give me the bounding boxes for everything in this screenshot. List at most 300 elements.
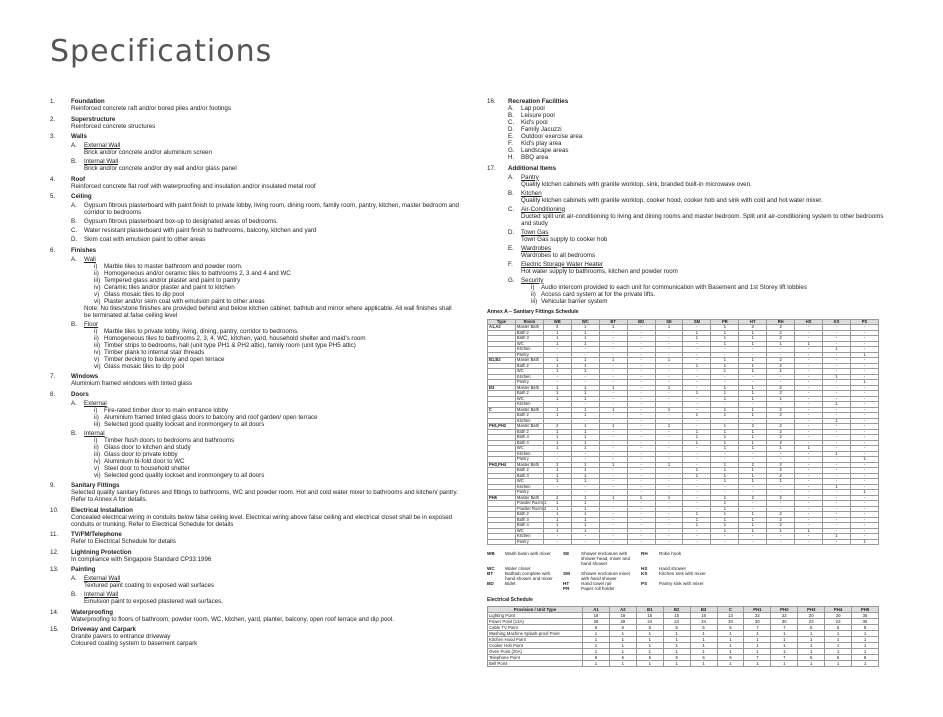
table-cell: 22 bbox=[771, 613, 798, 619]
table-cell: - bbox=[599, 457, 627, 463]
item-letter: B. bbox=[508, 112, 514, 119]
table-cell: 1 bbox=[711, 341, 739, 347]
table-cell bbox=[488, 539, 516, 545]
table-cell: 1 bbox=[711, 336, 739, 342]
table-cell: 1 bbox=[599, 385, 627, 391]
table-cell: 1 bbox=[744, 631, 771, 637]
table-cell: 1 bbox=[663, 631, 690, 637]
table-cell: - bbox=[627, 418, 655, 424]
table-cell: - bbox=[823, 506, 851, 512]
table-cell: - bbox=[543, 352, 571, 358]
table-cell: 2 bbox=[543, 495, 571, 501]
legend-desc: Hand towel rail bbox=[581, 581, 612, 586]
item-text: Kid's pool bbox=[521, 119, 548, 126]
column-header: PH2 bbox=[771, 607, 798, 613]
table-cell: - bbox=[795, 424, 823, 430]
table-cell: 24 bbox=[663, 619, 690, 625]
left-column bbox=[50, 98, 460, 651]
table-cell: - bbox=[599, 517, 627, 523]
spec-subsection bbox=[71, 202, 460, 216]
table-cell: - bbox=[739, 457, 767, 463]
sub-heading: Pantry bbox=[521, 173, 539, 181]
table-cell: 1 bbox=[683, 336, 711, 342]
table-cell: 1 bbox=[711, 462, 739, 468]
sub-heading: External Wall bbox=[84, 575, 121, 582]
table-cell: - bbox=[711, 418, 739, 424]
table-cell: - bbox=[823, 523, 851, 529]
table-cell: - bbox=[739, 490, 767, 496]
table-cell: - bbox=[599, 380, 627, 386]
table-cell: - bbox=[823, 396, 851, 402]
annex-title: Annex A – Sanitary Fittings Schedule bbox=[487, 308, 579, 315]
table-cell: 1 bbox=[571, 429, 599, 435]
table-cell: - bbox=[543, 534, 571, 540]
table-cell: - bbox=[795, 539, 823, 545]
table-cell: - bbox=[850, 506, 878, 512]
sub-text: Water resistant plasterboard with paint finish to bathrooms, balcony, kitchen and yard bbox=[84, 227, 317, 234]
section-number: 13. bbox=[50, 566, 59, 573]
table-cell: 1 bbox=[571, 330, 599, 336]
electrical-title: Electrical Schedule bbox=[487, 597, 533, 603]
table-cell: - bbox=[711, 347, 739, 353]
table-cell: - bbox=[599, 429, 627, 435]
table-cell: 1 bbox=[663, 661, 690, 667]
table-cell: 1 bbox=[683, 363, 711, 369]
table-cell: - bbox=[655, 396, 683, 402]
table-cell: - bbox=[850, 341, 878, 347]
table-cell: - bbox=[850, 484, 878, 490]
table-cell: 1 bbox=[717, 649, 744, 655]
table-cell: - bbox=[627, 435, 655, 441]
table-cell: - bbox=[823, 369, 851, 375]
item-numeral: v) bbox=[94, 464, 100, 472]
spec-list-item bbox=[84, 421, 460, 428]
page-title: Specifications bbox=[50, 34, 273, 69]
table-cell: - bbox=[655, 501, 683, 507]
table-cell: 2 bbox=[767, 495, 795, 501]
table-cell: 1 bbox=[717, 661, 744, 667]
table-cell: - bbox=[711, 380, 739, 386]
section-number: 5. bbox=[50, 193, 56, 200]
table-cell: 1 bbox=[825, 643, 852, 649]
table-cell: Bath 4 bbox=[515, 523, 543, 529]
spec-list-item bbox=[84, 458, 460, 465]
table-cell: 1 bbox=[543, 385, 571, 391]
table-cell: - bbox=[627, 402, 655, 408]
table-cell: - bbox=[599, 336, 627, 342]
table-cell: - bbox=[599, 369, 627, 375]
table-cell: 1 bbox=[717, 643, 744, 649]
section-number: 9. bbox=[50, 482, 56, 489]
table-cell: - bbox=[543, 451, 571, 457]
table-cell: - bbox=[711, 451, 739, 457]
table-cell: Kitchen bbox=[515, 534, 543, 540]
legend-desc: Bidet bbox=[505, 581, 516, 586]
spec-list-item bbox=[84, 328, 460, 335]
table-cell: 1 bbox=[711, 435, 739, 441]
sub-heading: Town Gas bbox=[521, 228, 549, 236]
table-cell: 1 bbox=[683, 435, 711, 441]
column-header: Provision / Unit Type bbox=[488, 607, 583, 613]
table-cell: - bbox=[571, 380, 599, 386]
sub-letter: C. bbox=[71, 227, 78, 234]
table-cell: - bbox=[795, 462, 823, 468]
sub-text: Brick and/or concrete and/or aluminium screen bbox=[84, 149, 212, 156]
sub-letter: B. bbox=[71, 591, 77, 598]
table-cell: 1 bbox=[744, 649, 771, 655]
section-text: Reinforced concrete structures bbox=[71, 122, 156, 130]
table-cell: 1 bbox=[683, 330, 711, 336]
section-heading: Electrical Installation bbox=[71, 506, 133, 514]
table-cell: PH5 bbox=[488, 495, 516, 501]
table-cell: - bbox=[627, 325, 655, 331]
table-cell: - bbox=[599, 446, 627, 452]
table-cell: 1 bbox=[739, 413, 767, 419]
column-header: Type bbox=[488, 319, 516, 325]
table-cell: 1 bbox=[852, 643, 879, 649]
table-cell: - bbox=[571, 374, 599, 380]
sub-letter: D. bbox=[71, 236, 78, 243]
item-letter: E. bbox=[508, 133, 514, 140]
table-cell: 1 bbox=[583, 661, 610, 667]
table-cell: - bbox=[599, 512, 627, 518]
table-cell: - bbox=[795, 385, 823, 391]
table-cell: - bbox=[571, 418, 599, 424]
table-cell: Kitchen bbox=[515, 451, 543, 457]
legend-code: PR bbox=[563, 586, 570, 591]
spec-list-item bbox=[84, 349, 460, 356]
column-header: SE bbox=[655, 319, 683, 325]
table-cell: - bbox=[683, 402, 711, 408]
spec-section bbox=[50, 482, 460, 503]
section-heading: Waterproofing bbox=[71, 608, 114, 616]
table-cell: 1 bbox=[798, 649, 825, 655]
table-cell: WC bbox=[515, 341, 543, 347]
table-cell: 1 bbox=[767, 446, 795, 452]
table-cell: 24 bbox=[690, 619, 717, 625]
table-cell: 5 bbox=[798, 655, 825, 661]
section-number: 11. bbox=[50, 531, 59, 538]
table-cell: - bbox=[543, 402, 571, 408]
table-cell: 5 bbox=[636, 655, 663, 661]
section-heading: Walls bbox=[71, 133, 87, 140]
sub-letter: G. bbox=[508, 276, 515, 284]
table-cell: - bbox=[543, 374, 571, 380]
table-cell: - bbox=[823, 380, 851, 386]
spec-subsection bbox=[71, 158, 460, 172]
table-cell: 1 bbox=[825, 637, 852, 643]
table-cell: - bbox=[655, 330, 683, 336]
table-cell: - bbox=[655, 402, 683, 408]
table-cell: - bbox=[543, 457, 571, 463]
item-text: Selected good quality lockset and ironmongery to all doors bbox=[104, 471, 265, 479]
legend-desc: Kitchen sink with mixer bbox=[659, 571, 706, 576]
table-cell: 1 bbox=[571, 336, 599, 342]
table-cell: - bbox=[795, 418, 823, 424]
table-cell: - bbox=[850, 363, 878, 369]
spec-list-item bbox=[521, 284, 887, 291]
table-cell: - bbox=[767, 402, 795, 408]
table-cell: Bath 2 bbox=[515, 429, 543, 435]
table-cell: - bbox=[850, 517, 878, 523]
table-cell: - bbox=[795, 391, 823, 397]
table-cell: 1 bbox=[583, 643, 610, 649]
right-column bbox=[487, 98, 887, 667]
facility-item bbox=[508, 119, 887, 126]
table-cell: - bbox=[627, 336, 655, 342]
table-cell: - bbox=[795, 490, 823, 496]
sub-text: Brick and/or concrete and/or dry wall and/or glass panel bbox=[84, 165, 237, 172]
section-heading: Superstructure bbox=[71, 115, 116, 123]
table-cell: 1 bbox=[543, 341, 571, 347]
table-cell: 1 bbox=[717, 637, 744, 643]
item-text: BBQ area bbox=[521, 154, 549, 161]
table-cell: Kitchen bbox=[515, 418, 543, 424]
table-cell: - bbox=[850, 512, 878, 518]
spec-section bbox=[50, 391, 460, 479]
sub-heading: Internal Wall bbox=[84, 591, 119, 598]
table-cell: - bbox=[571, 539, 599, 545]
table-cell: Master Bath bbox=[515, 424, 543, 430]
table-cell: 28 bbox=[583, 619, 610, 625]
item-text: Lap pool bbox=[521, 105, 545, 112]
sub-heading: Kitchen bbox=[521, 189, 542, 197]
section-number: 17. bbox=[487, 164, 496, 172]
table-cell: 2 bbox=[767, 407, 795, 413]
table-cell: - bbox=[795, 330, 823, 336]
spec-section bbox=[50, 373, 460, 387]
table-cell: - bbox=[739, 347, 767, 353]
table-cell: - bbox=[711, 374, 739, 380]
table-cell: 1 bbox=[655, 385, 683, 391]
table-cell: 1 bbox=[543, 369, 571, 375]
table-cell: 1 bbox=[571, 358, 599, 364]
legend-desc: Paper roll holder bbox=[581, 586, 615, 591]
sub-heading: Floor bbox=[84, 320, 99, 328]
column-header: A2 bbox=[609, 607, 636, 613]
table-cell: 1 bbox=[571, 517, 599, 523]
table-cell: - bbox=[627, 539, 655, 545]
table-cell: - bbox=[683, 341, 711, 347]
table-cell: 1 bbox=[636, 637, 663, 643]
table-cell: 1 bbox=[739, 341, 767, 347]
sub-heading: Internal Wall bbox=[84, 158, 119, 165]
table-cell: 2 bbox=[767, 413, 795, 419]
sub-text: Quality kitchen cabinets with granite worktop, cooker hood, cooker hob and sink with cold and hot water mixer. bbox=[521, 196, 823, 204]
table-cell: - bbox=[850, 534, 878, 540]
table-cell: - bbox=[795, 325, 823, 331]
column-header: PR bbox=[711, 319, 739, 325]
table-cell: - bbox=[655, 473, 683, 479]
table-cell: - bbox=[683, 484, 711, 490]
table-cell: - bbox=[627, 446, 655, 452]
table-cell: 1 bbox=[711, 391, 739, 397]
table-cell: Kitchen bbox=[515, 484, 543, 490]
section-text: Coloured coating system to basement carpark bbox=[71, 640, 198, 647]
table-cell: - bbox=[627, 484, 655, 490]
table-cell: 2 bbox=[767, 424, 795, 430]
table-cell: - bbox=[627, 352, 655, 358]
table-cell: 2 bbox=[767, 473, 795, 479]
section-number: 1. bbox=[50, 98, 56, 105]
table-cell: - bbox=[599, 435, 627, 441]
item-text: Landscape areas bbox=[521, 147, 569, 154]
spec-subsection bbox=[508, 190, 887, 204]
section-text: Selected quality sanitary fixtures and fittings to bathrooms, WC and powder room. Hot and cold water mixer to bathrooms and kitchen/ pantry. Refer to Annex A for details. bbox=[71, 489, 458, 503]
table-cell: - bbox=[627, 413, 655, 419]
section-text: Waterproofing to floors of bathroom, powder room, WC, kitchen, yard, planter, balcony, open roof terrace and dip pool. bbox=[71, 615, 394, 623]
column-header: A1 bbox=[583, 607, 610, 613]
table-cell: - bbox=[683, 506, 711, 512]
table-cell: 1 bbox=[739, 391, 767, 397]
table-cell: - bbox=[627, 528, 655, 534]
table-cell: 1 bbox=[717, 631, 744, 637]
table-cell: Master Bath bbox=[515, 385, 543, 391]
item-letter: D. bbox=[508, 126, 515, 133]
table-cell: - bbox=[627, 385, 655, 391]
table-cell: 1 bbox=[571, 424, 599, 430]
table-cell: - bbox=[795, 501, 823, 507]
table-cell: - bbox=[655, 352, 683, 358]
table-cell: 1 bbox=[571, 325, 599, 331]
table-cell: - bbox=[683, 451, 711, 457]
table-cell: - bbox=[627, 429, 655, 435]
table-cell: 1 bbox=[711, 495, 739, 501]
table-cell: 1 bbox=[571, 495, 599, 501]
section-text: Granite pavers to entrance driveway bbox=[71, 633, 171, 640]
sub-heading: Wall bbox=[84, 255, 96, 263]
legend-desc: Bathtub complete with hand shower and mixer bbox=[505, 571, 553, 581]
table-cell: - bbox=[850, 473, 878, 479]
table-cell: 1 bbox=[655, 358, 683, 364]
table-cell: - bbox=[850, 462, 878, 468]
table-cell: - bbox=[767, 484, 795, 490]
column-header: B1 bbox=[636, 607, 663, 613]
table-cell: - bbox=[599, 490, 627, 496]
table-cell: - bbox=[627, 369, 655, 375]
table-cell: - bbox=[683, 418, 711, 424]
table-cell: 1 bbox=[543, 506, 571, 512]
legend-desc: Robe hook bbox=[659, 551, 682, 556]
table-cell: - bbox=[850, 495, 878, 501]
table-cell: 1 bbox=[850, 352, 878, 358]
table-cell: - bbox=[655, 479, 683, 485]
table-cell: - bbox=[655, 440, 683, 446]
sub-letter: A. bbox=[71, 202, 77, 209]
spec-section bbox=[50, 609, 460, 623]
table-cell: - bbox=[795, 336, 823, 342]
table-cell: 1 bbox=[850, 457, 878, 463]
table-cell: - bbox=[599, 413, 627, 419]
table-cell: 1 bbox=[711, 424, 739, 430]
table-cell: - bbox=[767, 506, 795, 512]
table-cell: 2 bbox=[739, 424, 767, 430]
table-cell: 1 bbox=[663, 649, 690, 655]
table-cell: 20 bbox=[717, 619, 744, 625]
table-cell: - bbox=[655, 484, 683, 490]
table-cell: - bbox=[795, 506, 823, 512]
spec-section bbox=[50, 133, 460, 172]
spec-list-item bbox=[84, 263, 460, 270]
table-cell: Bath 3 bbox=[515, 336, 543, 342]
table-cell: 5 bbox=[663, 625, 690, 631]
table-cell: - bbox=[655, 413, 683, 419]
table-cell: PH1,PH2 bbox=[488, 424, 516, 430]
item-text: Glass door to kitchen and study bbox=[104, 443, 191, 451]
table-cell: - bbox=[627, 523, 655, 529]
column-header: PH5 bbox=[852, 607, 879, 613]
table-cell: - bbox=[850, 330, 878, 336]
item-numeral: i) bbox=[94, 436, 98, 444]
table-cell: - bbox=[543, 347, 571, 353]
spec-subsection bbox=[71, 430, 460, 479]
spec-list-item bbox=[521, 298, 887, 305]
legend-desc: Pantry sink with mixer bbox=[659, 581, 704, 586]
table-cell: 5 bbox=[690, 655, 717, 661]
spec-section bbox=[50, 507, 460, 528]
table-cell: Power Point (13A) bbox=[488, 619, 583, 625]
item-text: Glass door to private lobby bbox=[104, 450, 178, 458]
legend-code: BD bbox=[487, 581, 494, 586]
item-numeral: ii) bbox=[94, 443, 99, 451]
table-cell: 1 bbox=[739, 479, 767, 485]
table-cell: Cable TV Point bbox=[488, 625, 583, 631]
item-text: Ceramic tiles and/or plaster and paint to kitchen bbox=[104, 283, 235, 291]
table-cell: 2 bbox=[767, 512, 795, 518]
spec-subsection bbox=[71, 236, 460, 243]
section-heading: Recreation Facilities bbox=[508, 98, 569, 105]
spec-subsection bbox=[71, 321, 460, 370]
table-cell: B1,B2 bbox=[488, 358, 516, 364]
table-cell: - bbox=[543, 380, 571, 386]
sub-letter: F. bbox=[508, 260, 513, 268]
table-cell: 1 bbox=[798, 643, 825, 649]
table-cell: - bbox=[850, 358, 878, 364]
table-cell: 6 bbox=[609, 625, 636, 631]
table-cell: 1 bbox=[739, 528, 767, 534]
spec-list-item bbox=[84, 414, 460, 421]
section-heading: Ceiling bbox=[71, 193, 92, 200]
table-cell: - bbox=[599, 391, 627, 397]
table-cell: 1 bbox=[690, 661, 717, 667]
spec-list-item bbox=[84, 342, 460, 349]
item-numeral: iii) bbox=[94, 341, 101, 349]
legend-code: SE bbox=[563, 551, 570, 556]
item-numeral: vi) bbox=[94, 297, 101, 305]
table-cell: 1 bbox=[825, 631, 852, 637]
electrical-schedule-table bbox=[487, 606, 879, 667]
table-cell: - bbox=[823, 473, 851, 479]
table-cell: - bbox=[599, 363, 627, 369]
item-text: Leisure pool bbox=[521, 112, 555, 119]
table-cell: - bbox=[655, 523, 683, 529]
table-cell: - bbox=[571, 451, 599, 457]
section-heading: Finishes bbox=[71, 246, 97, 254]
section-text: Reinforced concrete flat roof with waterproofing and insulation and/or insulated metal roof bbox=[71, 182, 316, 190]
table-cell: 6 bbox=[609, 655, 636, 661]
table-cell: - bbox=[599, 539, 627, 545]
table-cell: 1 bbox=[798, 637, 825, 643]
table-cell: - bbox=[599, 402, 627, 408]
table-cell: - bbox=[795, 473, 823, 479]
facility-item bbox=[508, 140, 887, 147]
item-text: Glass mosaic tiles to dip pool bbox=[104, 362, 185, 370]
table-cell: 13 bbox=[717, 613, 744, 619]
table-cell: WC bbox=[515, 396, 543, 402]
table-cell: 1 bbox=[571, 391, 599, 397]
item-letter: A. bbox=[508, 105, 514, 112]
table-cell: Bath 2 bbox=[515, 512, 543, 518]
